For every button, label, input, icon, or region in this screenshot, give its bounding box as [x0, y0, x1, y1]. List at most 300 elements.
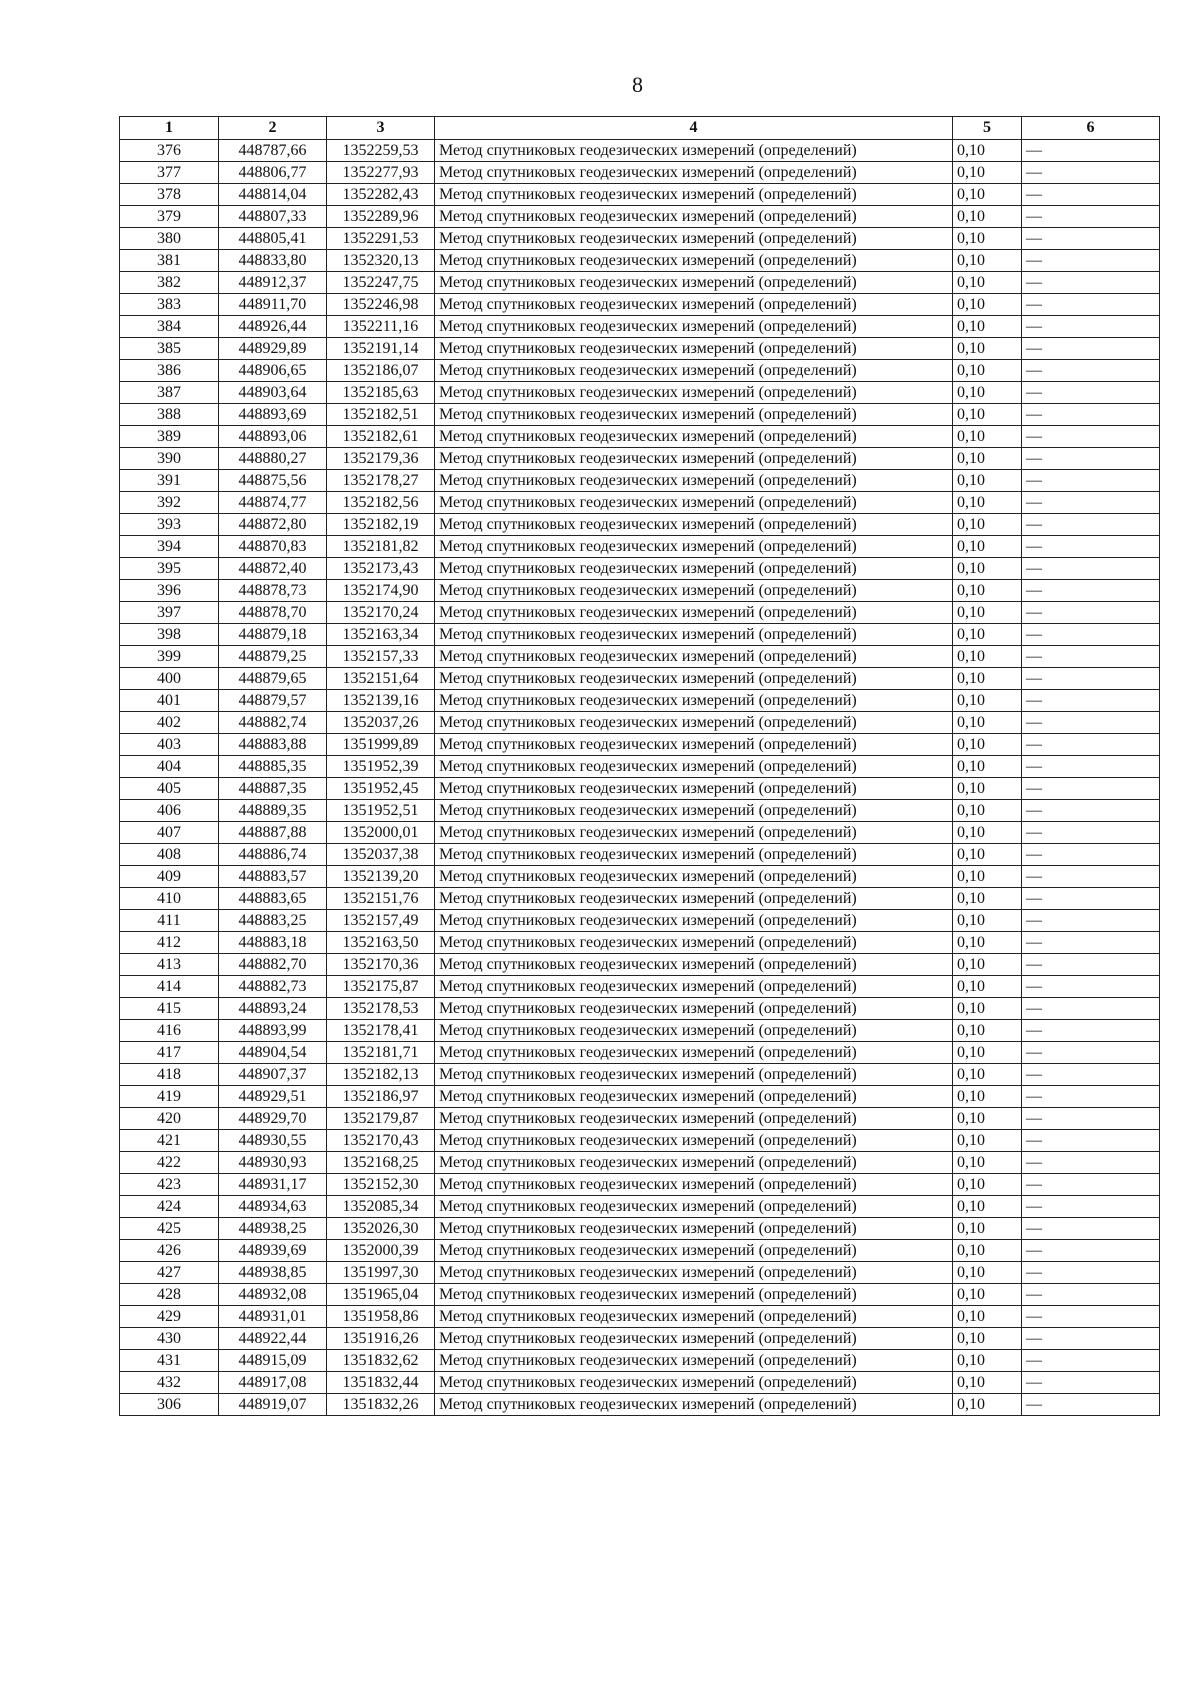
- accuracy-cell: 0,10: [953, 910, 1022, 932]
- table-row: [120, 404, 1160, 426]
- accuracy-cell: 0,10: [953, 888, 1022, 910]
- method-cell: Метод спутниковых геодезических измерений (определений): [435, 1262, 953, 1284]
- y-coordinate-cell: 1352000,39: [327, 1240, 435, 1262]
- point-number-cell: 407: [120, 822, 219, 844]
- description-cell: —: [1022, 1108, 1160, 1130]
- method-cell: Метод спутниковых геодезических измерений (определений): [435, 470, 953, 492]
- point-number-cell: 397: [120, 602, 219, 624]
- point-number-cell: 423: [120, 1174, 219, 1196]
- description-cell: —: [1022, 1218, 1160, 1240]
- description-cell: —: [1022, 1064, 1160, 1086]
- x-coordinate-cell: 448807,33: [219, 206, 327, 228]
- point-number-cell: 410: [120, 888, 219, 910]
- method-cell: Метод спутниковых геодезических измерений (определений): [435, 888, 953, 910]
- description-cell: —: [1022, 800, 1160, 822]
- x-coordinate-cell: 448934,63: [219, 1196, 327, 1218]
- x-coordinate-cell: 448882,70: [219, 954, 327, 976]
- accuracy-cell: 0,10: [953, 140, 1022, 162]
- x-coordinate-cell: 448930,93: [219, 1152, 327, 1174]
- y-coordinate-cell: 1352181,71: [327, 1042, 435, 1064]
- y-coordinate-cell: 1352185,63: [327, 382, 435, 404]
- description-cell: —: [1022, 426, 1160, 448]
- method-cell: Метод спутниковых геодезических измерений (определений): [435, 404, 953, 426]
- description-cell: —: [1022, 888, 1160, 910]
- accuracy-cell: 0,10: [953, 470, 1022, 492]
- y-coordinate-cell: 1351999,89: [327, 734, 435, 756]
- point-number-cell: 386: [120, 360, 219, 382]
- table-row: [120, 668, 1160, 690]
- x-coordinate-cell: 448904,54: [219, 1042, 327, 1064]
- description-cell: —: [1022, 1042, 1160, 1064]
- x-coordinate-cell: 448883,88: [219, 734, 327, 756]
- y-coordinate-cell: 1352289,96: [327, 206, 435, 228]
- point-number-cell: 395: [120, 558, 219, 580]
- description-cell: —: [1022, 646, 1160, 668]
- x-coordinate-cell: 448883,57: [219, 866, 327, 888]
- description-cell: —: [1022, 734, 1160, 756]
- description-cell: —: [1022, 954, 1160, 976]
- point-number-cell: 420: [120, 1108, 219, 1130]
- x-coordinate-cell: 448878,70: [219, 602, 327, 624]
- y-coordinate-cell: 1352259,53: [327, 140, 435, 162]
- accuracy-cell: 0,10: [953, 1306, 1022, 1328]
- y-coordinate-cell: 1352186,97: [327, 1086, 435, 1108]
- table-row: [120, 602, 1160, 624]
- point-number-cell: 418: [120, 1064, 219, 1086]
- accuracy-cell: 0,10: [953, 162, 1022, 184]
- y-coordinate-cell: 1352170,36: [327, 954, 435, 976]
- method-cell: Метод спутниковых геодезических измерений (определений): [435, 250, 953, 272]
- accuracy-cell: 0,10: [953, 360, 1022, 382]
- method-cell: Метод спутниковых геодезических измерений (определений): [435, 976, 953, 998]
- table-row: [120, 558, 1160, 580]
- description-cell: —: [1022, 624, 1160, 646]
- description-cell: —: [1022, 1262, 1160, 1284]
- method-cell: Метод спутниковых геодезических измерений (определений): [435, 932, 953, 954]
- point-number-cell: 402: [120, 712, 219, 734]
- method-cell: Метод спутниковых геодезических измерений (определений): [435, 1372, 953, 1394]
- x-coordinate-cell: 448922,44: [219, 1328, 327, 1350]
- method-cell: Метод спутниковых геодезических измерений (определений): [435, 844, 953, 866]
- description-cell: —: [1022, 1174, 1160, 1196]
- x-coordinate-cell: 448889,35: [219, 800, 327, 822]
- y-coordinate-cell: 1352179,87: [327, 1108, 435, 1130]
- description-cell: —: [1022, 602, 1160, 624]
- description-cell: —: [1022, 1196, 1160, 1218]
- method-cell: Метод спутниковых геодезических измерений (определений): [435, 1306, 953, 1328]
- accuracy-cell: 0,10: [953, 316, 1022, 338]
- method-cell: Метод спутниковых геодезических измерений (определений): [435, 778, 953, 800]
- x-coordinate-cell: 448919,07: [219, 1394, 327, 1416]
- table-row: [120, 228, 1160, 250]
- point-number-cell: 306: [120, 1394, 219, 1416]
- y-coordinate-cell: 1352152,30: [327, 1174, 435, 1196]
- table-row: [120, 1196, 1160, 1218]
- method-cell: Метод спутниковых геодезических измерений (определений): [435, 1152, 953, 1174]
- x-coordinate-cell: 448872,80: [219, 514, 327, 536]
- accuracy-cell: 0,10: [953, 294, 1022, 316]
- accuracy-cell: 0,10: [953, 1042, 1022, 1064]
- method-cell: Метод спутниковых геодезических измерений (определений): [435, 602, 953, 624]
- point-number-cell: 427: [120, 1262, 219, 1284]
- accuracy-cell: 0,10: [953, 866, 1022, 888]
- x-coordinate-cell: 448814,04: [219, 184, 327, 206]
- y-coordinate-cell: 1352191,14: [327, 338, 435, 360]
- table-row: [120, 1152, 1160, 1174]
- accuracy-cell: 0,10: [953, 690, 1022, 712]
- accuracy-cell: 0,10: [953, 998, 1022, 1020]
- accuracy-cell: 0,10: [953, 228, 1022, 250]
- description-cell: —: [1022, 756, 1160, 778]
- description-cell: —: [1022, 206, 1160, 228]
- accuracy-cell: 0,10: [953, 338, 1022, 360]
- point-number-cell: 409: [120, 866, 219, 888]
- y-coordinate-cell: 1352151,64: [327, 668, 435, 690]
- coordinates-table: [119, 116, 1160, 1416]
- table-row: [120, 1086, 1160, 1108]
- x-coordinate-cell: 448911,70: [219, 294, 327, 316]
- method-cell: Метод спутниковых геодезических измерений (определений): [435, 910, 953, 932]
- table-row: [120, 1394, 1160, 1416]
- accuracy-cell: 0,10: [953, 272, 1022, 294]
- point-number-cell: 429: [120, 1306, 219, 1328]
- description-cell: —: [1022, 228, 1160, 250]
- accuracy-cell: 0,10: [953, 1284, 1022, 1306]
- table-row: [120, 646, 1160, 668]
- table-row: [120, 162, 1160, 184]
- table-row: [120, 1108, 1160, 1130]
- method-cell: Метод спутниковых геодезических измерений (определений): [435, 1020, 953, 1042]
- y-coordinate-cell: 1352182,51: [327, 404, 435, 426]
- description-cell: —: [1022, 558, 1160, 580]
- x-coordinate-cell: 448939,69: [219, 1240, 327, 1262]
- x-coordinate-cell: 448912,37: [219, 272, 327, 294]
- method-cell: Метод спутниковых геодезических измерений (определений): [435, 1174, 953, 1196]
- table-row: [120, 316, 1160, 338]
- y-coordinate-cell: 1352170,43: [327, 1130, 435, 1152]
- method-cell: Метод спутниковых геодезических измерений (определений): [435, 1284, 953, 1306]
- method-cell: Метод спутниковых геодезических измерений (определений): [435, 558, 953, 580]
- description-cell: —: [1022, 844, 1160, 866]
- y-coordinate-cell: 1352026,30: [327, 1218, 435, 1240]
- accuracy-cell: 0,10: [953, 206, 1022, 228]
- y-coordinate-cell: 1352163,50: [327, 932, 435, 954]
- point-number-cell: 400: [120, 668, 219, 690]
- method-cell: Метод спутниковых геодезических измерений (определений): [435, 668, 953, 690]
- x-coordinate-cell: 448879,57: [219, 690, 327, 712]
- accuracy-cell: 0,10: [953, 404, 1022, 426]
- point-number-cell: 426: [120, 1240, 219, 1262]
- method-cell: Метод спутниковых геодезических измерений (определений): [435, 1042, 953, 1064]
- accuracy-cell: 0,10: [953, 734, 1022, 756]
- point-number-cell: 378: [120, 184, 219, 206]
- point-number-cell: 384: [120, 316, 219, 338]
- description-cell: —: [1022, 1130, 1160, 1152]
- accuracy-cell: 0,10: [953, 1130, 1022, 1152]
- description-cell: —: [1022, 272, 1160, 294]
- y-coordinate-cell: 1351958,86: [327, 1306, 435, 1328]
- x-coordinate-cell: 448882,74: [219, 712, 327, 734]
- point-number-cell: 396: [120, 580, 219, 602]
- y-coordinate-cell: 1352182,56: [327, 492, 435, 514]
- table-row: [120, 272, 1160, 294]
- table-row: [120, 800, 1160, 822]
- point-number-cell: 390: [120, 448, 219, 470]
- accuracy-cell: 0,10: [953, 558, 1022, 580]
- method-cell: Метод спутниковых геодезических измерений (определений): [435, 360, 953, 382]
- description-cell: —: [1022, 140, 1160, 162]
- description-cell: —: [1022, 448, 1160, 470]
- point-number-cell: 376: [120, 140, 219, 162]
- y-coordinate-cell: 1352178,27: [327, 470, 435, 492]
- description-cell: —: [1022, 1328, 1160, 1350]
- method-cell: Метод спутниковых геодезических измерений (определений): [435, 338, 953, 360]
- y-coordinate-cell: 1351952,51: [327, 800, 435, 822]
- x-coordinate-cell: 448882,73: [219, 976, 327, 998]
- table-row: [120, 690, 1160, 712]
- y-coordinate-cell: 1352182,61: [327, 426, 435, 448]
- point-number-cell: 408: [120, 844, 219, 866]
- accuracy-cell: 0,10: [953, 844, 1022, 866]
- point-number-cell: 406: [120, 800, 219, 822]
- y-coordinate-cell: 1352037,26: [327, 712, 435, 734]
- description-cell: —: [1022, 294, 1160, 316]
- header-row: [120, 117, 1160, 140]
- x-coordinate-cell: 448883,18: [219, 932, 327, 954]
- x-coordinate-cell: 448875,56: [219, 470, 327, 492]
- y-coordinate-cell: 1352173,43: [327, 558, 435, 580]
- header-col-2: 2: [219, 117, 327, 140]
- y-coordinate-cell: 1351965,04: [327, 1284, 435, 1306]
- description-cell: —: [1022, 712, 1160, 734]
- point-number-cell: 411: [120, 910, 219, 932]
- method-cell: Метод спутниковых геодезических измерений (определений): [435, 228, 953, 250]
- accuracy-cell: 0,10: [953, 382, 1022, 404]
- y-coordinate-cell: 1351997,30: [327, 1262, 435, 1284]
- point-number-cell: 422: [120, 1152, 219, 1174]
- method-cell: Метод спутниковых геодезических измерений (определений): [435, 1350, 953, 1372]
- x-coordinate-cell: 448878,73: [219, 580, 327, 602]
- x-coordinate-cell: 448879,25: [219, 646, 327, 668]
- y-coordinate-cell: 1352282,43: [327, 184, 435, 206]
- method-cell: Метод спутниковых геодезических измерений (определений): [435, 954, 953, 976]
- table-row: [120, 1130, 1160, 1152]
- description-cell: —: [1022, 536, 1160, 558]
- y-coordinate-cell: 1352182,13: [327, 1064, 435, 1086]
- x-coordinate-cell: 448887,88: [219, 822, 327, 844]
- table-row: [120, 184, 1160, 206]
- description-cell: —: [1022, 184, 1160, 206]
- header-col-5: 5: [953, 117, 1022, 140]
- method-cell: Метод спутниковых геодезических измерений (определений): [435, 206, 953, 228]
- accuracy-cell: 0,10: [953, 1394, 1022, 1416]
- table-row: [120, 778, 1160, 800]
- description-cell: —: [1022, 998, 1160, 1020]
- table-row: [120, 844, 1160, 866]
- x-coordinate-cell: 448870,83: [219, 536, 327, 558]
- description-cell: —: [1022, 778, 1160, 800]
- point-number-cell: 419: [120, 1086, 219, 1108]
- description-cell: —: [1022, 580, 1160, 602]
- table-row: [120, 140, 1160, 162]
- description-cell: —: [1022, 382, 1160, 404]
- x-coordinate-cell: 448926,44: [219, 316, 327, 338]
- accuracy-cell: 0,10: [953, 1240, 1022, 1262]
- table-row: [120, 426, 1160, 448]
- point-number-cell: 425: [120, 1218, 219, 1240]
- accuracy-cell: 0,10: [953, 492, 1022, 514]
- table-row: [120, 932, 1160, 954]
- point-number-cell: 379: [120, 206, 219, 228]
- method-cell: Метод спутниковых геодезических измерений (определений): [435, 822, 953, 844]
- page-number: 8: [632, 72, 643, 97]
- method-cell: Метод спутниковых геодезических измерений (определений): [435, 272, 953, 294]
- accuracy-cell: 0,10: [953, 1350, 1022, 1372]
- point-number-cell: 416: [120, 1020, 219, 1042]
- description-cell: —: [1022, 1284, 1160, 1306]
- accuracy-cell: 0,10: [953, 1064, 1022, 1086]
- point-number-cell: 387: [120, 382, 219, 404]
- x-coordinate-cell: 448885,35: [219, 756, 327, 778]
- table-row: [120, 1284, 1160, 1306]
- point-number-cell: 382: [120, 272, 219, 294]
- method-cell: Метод спутниковых геодезических измерений (определений): [435, 646, 953, 668]
- x-coordinate-cell: 448879,65: [219, 668, 327, 690]
- description-cell: —: [1022, 1152, 1160, 1174]
- y-coordinate-cell: 1352277,93: [327, 162, 435, 184]
- point-number-cell: 380: [120, 228, 219, 250]
- point-number-cell: 377: [120, 162, 219, 184]
- x-coordinate-cell: 448880,27: [219, 448, 327, 470]
- y-coordinate-cell: 1352181,82: [327, 536, 435, 558]
- y-coordinate-cell: 1352320,13: [327, 250, 435, 272]
- accuracy-cell: 0,10: [953, 668, 1022, 690]
- x-coordinate-cell: 448886,74: [219, 844, 327, 866]
- x-coordinate-cell: 448883,65: [219, 888, 327, 910]
- y-coordinate-cell: 1352157,33: [327, 646, 435, 668]
- accuracy-cell: 0,10: [953, 580, 1022, 602]
- method-cell: Метод спутниковых геодезических измерений (определений): [435, 294, 953, 316]
- table-row: [120, 250, 1160, 272]
- point-number-cell: 392: [120, 492, 219, 514]
- method-cell: Метод спутниковых геодезических измерений (определений): [435, 1108, 953, 1130]
- description-cell: —: [1022, 1350, 1160, 1372]
- method-cell: Метод спутниковых геодезических измерений (определений): [435, 712, 953, 734]
- point-number-cell: 414: [120, 976, 219, 998]
- table-body: [120, 140, 1160, 1416]
- method-cell: Метод спутниковых геодезических измерений (определений): [435, 184, 953, 206]
- accuracy-cell: 0,10: [953, 250, 1022, 272]
- y-coordinate-cell: 1352247,75: [327, 272, 435, 294]
- method-cell: Метод спутниковых геодезических измерений (определений): [435, 1394, 953, 1416]
- y-coordinate-cell: 1351916,26: [327, 1328, 435, 1350]
- point-number-cell: 412: [120, 932, 219, 954]
- table-row: [120, 734, 1160, 756]
- table-row: [120, 448, 1160, 470]
- table-row: [120, 1328, 1160, 1350]
- point-number-cell: 413: [120, 954, 219, 976]
- table-row: [120, 294, 1160, 316]
- method-cell: Метод спутниковых геодезических измерений (определений): [435, 580, 953, 602]
- accuracy-cell: 0,10: [953, 1218, 1022, 1240]
- y-coordinate-cell: 1352175,87: [327, 976, 435, 998]
- description-cell: —: [1022, 1020, 1160, 1042]
- point-number-cell: 398: [120, 624, 219, 646]
- table-row: [120, 360, 1160, 382]
- accuracy-cell: 0,10: [953, 778, 1022, 800]
- table-row: [120, 1218, 1160, 1240]
- table-row: [120, 1020, 1160, 1042]
- x-coordinate-cell: 448915,09: [219, 1350, 327, 1372]
- y-coordinate-cell: 1352178,41: [327, 1020, 435, 1042]
- method-cell: Метод спутниковых геодезических измерений (определений): [435, 1218, 953, 1240]
- point-number-cell: 389: [120, 426, 219, 448]
- table-row: [120, 1064, 1160, 1086]
- y-coordinate-cell: 1352163,34: [327, 624, 435, 646]
- point-number-cell: 393: [120, 514, 219, 536]
- accuracy-cell: 0,10: [953, 1108, 1022, 1130]
- y-coordinate-cell: 1352291,53: [327, 228, 435, 250]
- x-coordinate-cell: 448938,85: [219, 1262, 327, 1284]
- method-cell: Метод спутниковых геодезических измерений (определений): [435, 1064, 953, 1086]
- table-row: [120, 910, 1160, 932]
- description-cell: —: [1022, 690, 1160, 712]
- point-number-cell: 415: [120, 998, 219, 1020]
- table-row: [120, 1262, 1160, 1284]
- point-number-cell: 432: [120, 1372, 219, 1394]
- table-row: [120, 492, 1160, 514]
- accuracy-cell: 0,10: [953, 1328, 1022, 1350]
- point-number-cell: 417: [120, 1042, 219, 1064]
- y-coordinate-cell: 1351952,45: [327, 778, 435, 800]
- description-cell: —: [1022, 976, 1160, 998]
- y-coordinate-cell: 1352174,90: [327, 580, 435, 602]
- accuracy-cell: 0,10: [953, 712, 1022, 734]
- x-coordinate-cell: 448929,51: [219, 1086, 327, 1108]
- x-coordinate-cell: 448903,64: [219, 382, 327, 404]
- point-number-cell: 424: [120, 1196, 219, 1218]
- table-row: [120, 624, 1160, 646]
- point-number-cell: 391: [120, 470, 219, 492]
- x-coordinate-cell: 448887,35: [219, 778, 327, 800]
- table-row: [120, 338, 1160, 360]
- y-coordinate-cell: 1352246,98: [327, 294, 435, 316]
- x-coordinate-cell: 448929,70: [219, 1108, 327, 1130]
- table-row: [120, 382, 1160, 404]
- x-coordinate-cell: 448833,80: [219, 250, 327, 272]
- y-coordinate-cell: 1352168,25: [327, 1152, 435, 1174]
- y-coordinate-cell: 1352085,34: [327, 1196, 435, 1218]
- method-cell: Метод спутниковых геодезических измерений (определений): [435, 1196, 953, 1218]
- accuracy-cell: 0,10: [953, 536, 1022, 558]
- method-cell: Метод спутниковых геодезических измерений (определений): [435, 514, 953, 536]
- description-cell: —: [1022, 1394, 1160, 1416]
- header-col-6: 6: [1022, 117, 1160, 140]
- table-row: [120, 1240, 1160, 1262]
- point-number-cell: 394: [120, 536, 219, 558]
- accuracy-cell: 0,10: [953, 954, 1022, 976]
- accuracy-cell: 0,10: [953, 602, 1022, 624]
- description-cell: —: [1022, 866, 1160, 888]
- method-cell: Метод спутниковых геодезических измерений (определений): [435, 1130, 953, 1152]
- description-cell: —: [1022, 1240, 1160, 1262]
- y-coordinate-cell: 1352139,16: [327, 690, 435, 712]
- point-number-cell: 381: [120, 250, 219, 272]
- method-cell: Метод спутниковых геодезических измерений (определений): [435, 624, 953, 646]
- x-coordinate-cell: 448906,65: [219, 360, 327, 382]
- x-coordinate-cell: 448805,41: [219, 228, 327, 250]
- accuracy-cell: 0,10: [953, 756, 1022, 778]
